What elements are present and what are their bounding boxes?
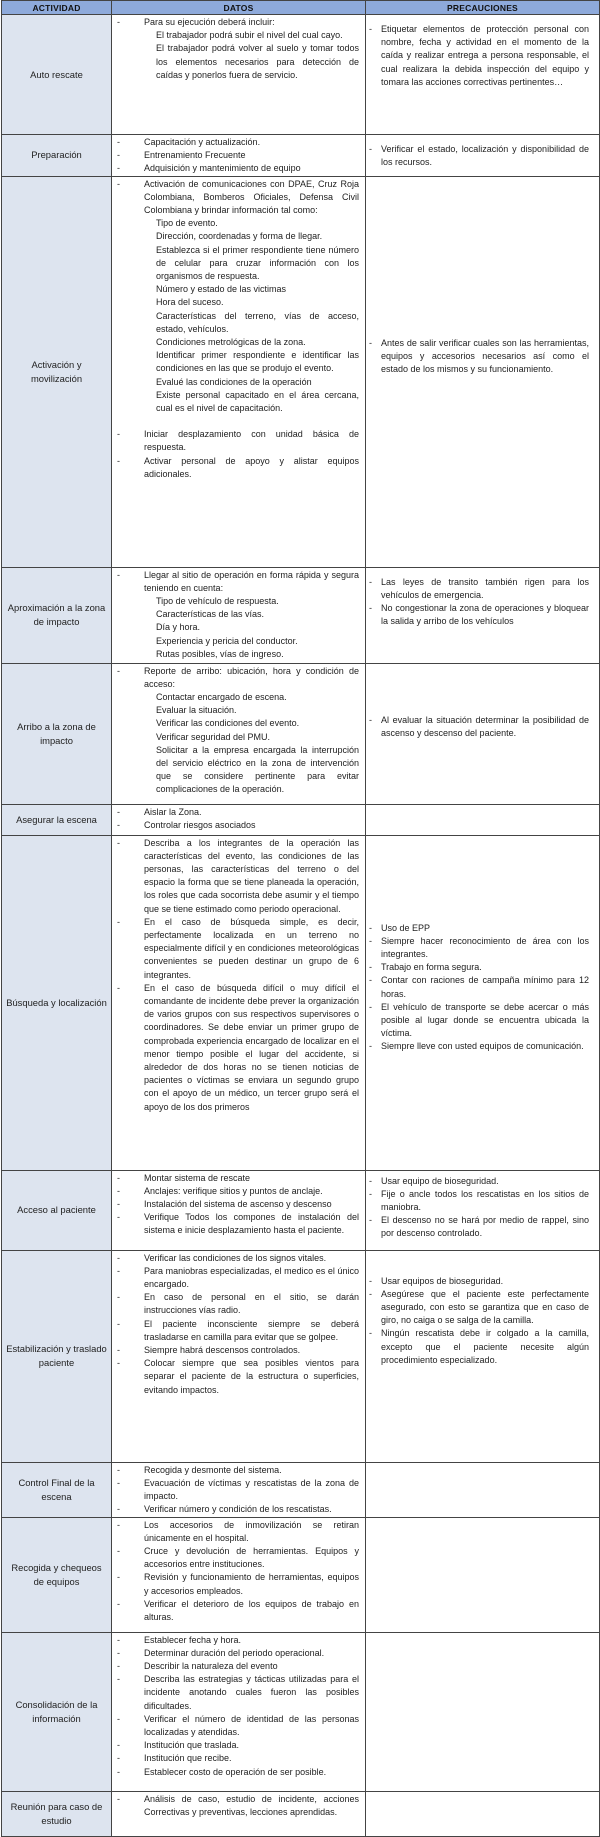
precauciones-cell — [366, 567, 600, 663]
datos-item: - Controlar riesgos asociados — [112, 819, 359, 832]
activity-cell: Recogida y chequeos de equipos — [2, 1517, 112, 1632]
datos-cell — [112, 663, 366, 804]
datos-item: - Entrenamiento Frecuente — [112, 149, 359, 162]
datos-item: Características del terreno, vías de acceso, estado, vehículos. — [156, 310, 359, 334]
datos-cell — [112, 1170, 366, 1250]
datos-item: Día y hora. — [156, 622, 201, 633]
datos-item: - Colocar siempre que sea posibles vientos para separar el paciente de la estructura o superficies, evitando impactos. — [112, 1357, 359, 1397]
activity-cell: Auto rescate — [2, 15, 112, 135]
datos-item: - Adquisición y mantenimiento de equipo — [112, 162, 359, 175]
table-row — [2, 1791, 600, 1836]
datos-cell — [112, 1517, 366, 1632]
precauciones-cell — [366, 135, 600, 177]
precaucion-item: - El vehículo de transporte se debe acercar o más posible al lugar donde se encuentra ubicada la víctima. — [366, 1001, 589, 1041]
table-row — [2, 1250, 600, 1462]
precaucion-item: - Etiquetar elementos de protección personal con nombre, fecha y actividad en el momento de la caída y realizar entrega a persona responsable, el cual realizara la debida inspección del equipo y tomara las acciones correctivas pertinentes… — [366, 23, 589, 89]
datos-item: Rutas posibles, vías de ingreso. — [156, 648, 284, 659]
precauciones-cell — [366, 176, 600, 567]
datos-cell — [112, 804, 366, 835]
datos-item: - Recogida y desmonte del sistema. — [112, 1464, 359, 1477]
datos-item: Número y estado de las victimas — [156, 284, 287, 295]
datos-item: - Verificar el deterioro de los equipos de trabajo en alturas. — [112, 1598, 359, 1624]
activity-cell: Arribo a la zona de impacto — [2, 663, 112, 804]
datos-item: - Iniciar desplazamiento con unidad básica de respuesta. — [112, 428, 359, 454]
datos-item: - Cruce y devolución de herramientas. Equipos y accesorios entre instituciones. — [112, 1545, 359, 1571]
precauciones-cell — [366, 804, 600, 835]
activity-cell: Asegurar la escena — [2, 804, 112, 835]
datos-item: Solicitar a la empresa encargada la interrupción del servicio eléctrico en la zona de intervención que se considere pertinente para evitar complicaciones de la operación. — [156, 744, 359, 795]
datos-cell — [112, 1462, 366, 1517]
table-row — [2, 804, 600, 835]
table-row — [2, 1170, 600, 1250]
precauciones-cell — [366, 835, 600, 1170]
precauciones-cell — [366, 663, 600, 804]
datos-item: - Verifique Todos los compones de instalación del sistema e inicie desplazamiento hasta el paciente. — [112, 1211, 359, 1237]
datos-item: - Para su ejecución deberá incluir: — [112, 16, 359, 29]
table-row — [2, 663, 600, 804]
precaucion-item: - Fije o ancle todos los rescatistas en los sitios de maniobra. — [366, 1188, 589, 1214]
header-datos: DATOS — [112, 1, 366, 15]
datos-item: - Describa a los integrantes de la operación las características del evento, las condiciones de las personas, las características del terreno o del espacio la forma que se tiene planeada la operación, los roles que cada socorrista debe asumir y el tiempo que se tiene estimado como periodo operacional. — [112, 837, 359, 916]
datos-item: El trabajador podrá volver al suelo y tomar todos los elementos necesarios para detección de caídas y ponerlos fuera de servicio. — [156, 43, 359, 80]
precaucion-item: - Antes de salir verificar cuales son las herramientas, equipos y accesorios necesarios así como el estado de los mismos y su funcionamiento. — [366, 337, 589, 377]
datos-item: Verificar seguridad del PMU. — [156, 731, 271, 742]
datos-item: - En caso de personal en el sitio, se darán instrucciones vías radio. — [112, 1291, 359, 1317]
precaucion-item: - Las leyes de transito también rigen para los vehículos de emergencia. — [366, 576, 589, 602]
datos-item: - Verificar número y condición de los rescatistas. — [112, 1503, 359, 1516]
table-row — [2, 835, 600, 1170]
datos-item: - Activación de comunicaciones con DPAE, Cruz Roja Colombiana, Bomberos Oficiales, Defensa Civil Colombiana y brindar información tal como: — [112, 178, 359, 218]
precaucion-item: - Ningún rescatista debe ir colgado a la camilla, excepto que el paciente necesite algún procedimiento especializado. — [366, 1327, 589, 1367]
datos-item: Características de las vías. — [156, 609, 265, 620]
datos-item: Evalué las condiciones de la operación — [156, 376, 312, 387]
precaucion-item: - Al evaluar la situación determinar la posibilidad de ascenso y descenso del paciente. — [366, 714, 589, 740]
datos-item: - Verificar el número de identidad de las personas localizadas y atendidas. — [112, 1713, 359, 1739]
datos-cell — [112, 1632, 366, 1791]
datos-item: Evaluar la situación. — [156, 705, 237, 716]
datos-item: - Llegar al sitio de operación en forma rápida y segura teniendo en cuenta: — [112, 569, 359, 595]
precaucion-item: - Contar con raciones de campaña mínimo para 12 horas. — [366, 974, 589, 1000]
datos-item: Hora del suceso. — [156, 297, 224, 308]
table-row — [2, 1632, 600, 1791]
datos-cell — [112, 1250, 366, 1462]
activity-cell: Control Final de la escena — [2, 1462, 112, 1517]
datos-item: - Establecer costo de operación de ser posible. — [112, 1766, 359, 1779]
precauciones-cell — [366, 1791, 600, 1836]
table-row — [2, 135, 600, 177]
precaucion-item: - Uso de EPP — [366, 922, 589, 935]
table-row — [2, 1517, 600, 1632]
precaucion-item: - El descenso no se hará por medio de rappel, sino por descenso controlado. — [366, 1214, 589, 1240]
table-row — [2, 15, 600, 135]
datos-item: Tipo de vehículo de respuesta. — [156, 596, 279, 607]
precaucion-item: - Verificar el estado, localización y disponibilidad de los recursos. — [366, 143, 589, 169]
datos-item: - En el caso de búsqueda simple, es decir, perfectamente localizada en un terreno no especialmente difícil y en condiciones meteorológicas convenientes se pueden destinar un grupo de 6 integrantes. — [112, 916, 359, 982]
precaucion-item: - No congestionar la zona de operaciones y bloquear la salida y arribo de los vehículos — [366, 602, 589, 628]
activity-cell: Activación y movilización — [2, 176, 112, 567]
table-row — [2, 1462, 600, 1517]
datos-item: Dirección, coordenadas y forma de llegar. — [156, 231, 323, 242]
precauciones-cell — [366, 1632, 600, 1791]
header-actividad: ACTIVIDAD — [2, 1, 112, 15]
precaucion-item: - Siempre hacer reconocimiento de área con los integrantes. — [366, 935, 589, 961]
header-row — [2, 1, 600, 15]
datos-cell — [112, 15, 366, 135]
datos-item: - Para maniobras especializadas, el medico es el único encargado. — [112, 1265, 359, 1291]
datos-item: Tipo de evento. — [156, 218, 218, 229]
activities-table — [1, 0, 600, 1837]
datos-item: - En el caso de búsqueda difícil o muy difícil el comandante de incidente debe prever la organización de varios grupos con sus respectivos supervisores o coordinadores. Se debe enviar un primer grupo de comprobada experiencia encargado de localizar en el menor tiempo posible el lugar del accidente, si alrededor de dos horas no se tienen noticias de pacientes o víctimas se enviara un segundo grupo con el apoyo de un médico, un tercer grupo será el apoyo de los dos primeros — [112, 982, 359, 1114]
datos-item: - Evacuación de víctimas y rescatistas de la zona de impacto. — [112, 1477, 359, 1503]
datos-item: - Aislar la Zona. — [112, 806, 359, 819]
precauciones-cell — [366, 1517, 600, 1632]
datos-item: - Montar sistema de rescate — [112, 1172, 359, 1185]
datos-item: - Anclajes: verifique sitios y puntos de anclaje. — [112, 1185, 359, 1198]
datos-item: - Institución que recibe. — [112, 1752, 359, 1765]
precaucion-item: - Usar equipo de bioseguridad. — [366, 1175, 589, 1188]
header-precauciones: PRECAUCIONES — [366, 1, 600, 15]
precauciones-cell — [366, 1250, 600, 1462]
datos-item: - Describa las estrategias y tácticas utilizadas para el incidente anotando cuales fueron las posibles dificultades. — [112, 1673, 359, 1713]
datos-item: - Capacitación y actualización. — [112, 136, 359, 149]
table-body — [2, 15, 600, 1837]
datos-cell — [112, 135, 366, 177]
datos-item: - Los accesorios de inmovilización se retiran únicamente en el hospital. — [112, 1519, 359, 1545]
datos-item: Condiciones metrológicas de la zona. — [156, 337, 306, 348]
activity-cell: Preparación — [2, 135, 112, 177]
datos-cell — [112, 176, 366, 567]
datos-item: Verificar las condiciones del evento. — [156, 718, 300, 729]
activity-cell: Aproximación a la zona de impacto — [2, 567, 112, 663]
datos-cell — [112, 835, 366, 1170]
datos-cell — [112, 1791, 366, 1836]
precaucion-item: - Trabajo en forma segura. — [366, 961, 589, 974]
precaucion-item: - Asegúrese que el paciente este perfectamente asegurado, con esto se garantiza que en caso de giro, no caiga o se salga de la camilla. — [366, 1288, 589, 1328]
datos-item: Identificar primer respondiente e identificar las condiciones en las que se produjo el evento. — [156, 350, 359, 374]
activity-cell: Reunión para caso de estudio — [2, 1791, 112, 1836]
datos-item: - Análisis de caso, estudio de incidente, acciones Correctivas y preventivas, lecciones aprendidas. — [112, 1793, 359, 1819]
activity-cell: Acceso al paciente — [2, 1170, 112, 1250]
datos-item: - Institución que traslada. — [112, 1739, 359, 1752]
datos-item: - Revisión y funcionamiento de herramientas, equipos y accesorios empleados. — [112, 1571, 359, 1597]
datos-item: Contactar encargado de escena. — [156, 692, 287, 703]
table-row — [2, 567, 600, 663]
activity-cell: Estabilización y traslado paciente — [2, 1250, 112, 1462]
datos-item: - Establecer fecha y hora. — [112, 1634, 359, 1647]
datos-cell — [112, 567, 366, 663]
datos-item: - Describir la naturaleza del evento — [112, 1660, 359, 1673]
datos-item: Experiencia y pericia del conductor. — [156, 635, 298, 646]
table-row — [2, 176, 600, 567]
activity-cell: Búsqueda y localización — [2, 835, 112, 1170]
precaucion-item: - Usar equipos de bioseguridad. — [366, 1275, 589, 1288]
datos-item: - Determinar duración del periodo operacional. — [112, 1647, 359, 1660]
precaucion-item: - Siempre lleve con usted equipos de comunicación. — [366, 1040, 589, 1053]
precauciones-cell — [366, 15, 600, 135]
datos-item: El trabajador podrá subir el nivel del cual cayo. — [156, 30, 343, 41]
datos-item: - Instalación del sistema de ascenso y descenso — [112, 1198, 359, 1211]
activity-cell: Consolidación de la información — [2, 1632, 112, 1791]
datos-item: - Activar personal de apoyo y alistar equipos adicionales. — [112, 455, 359, 481]
datos-item: - Reporte de arribo: ubicación, hora y condición de acceso: — [112, 665, 359, 691]
datos-item: - El paciente inconsciente siempre se deberá trasladarse en camilla para evitar que se golpee. — [112, 1318, 359, 1344]
datos-item: Establezca si el primer respondiente tiene número de celular para cruzar información con los organismos de respuesta. — [156, 244, 359, 282]
datos-item: Existe personal capacitado en el área cercana, cual es el nivel de capacitación. — [156, 389, 359, 414]
precauciones-cell — [366, 1462, 600, 1517]
datos-item: - Siempre habrá descensos controlados. — [112, 1344, 359, 1357]
datos-item: - Verificar las condiciones de los signos vitales. — [112, 1252, 359, 1265]
precauciones-cell — [366, 1170, 600, 1250]
